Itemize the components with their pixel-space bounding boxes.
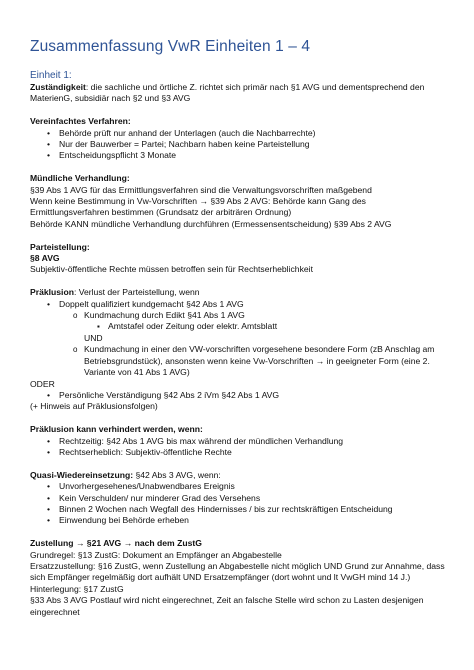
zustaendigkeit-text-cont: MaterienG, subsidiär nach §2 und §3 AVG	[30, 93, 191, 104]
list-item-cont: Betriebsgrundstück), ansonsten wenn keine Vw-Vorschriften → in geeigneter Form (eine 2.	[84, 355, 430, 366]
zustellung-line: Ersatzzustellung: §16 ZustG, wenn Zustellung an Abgabestelle nicht möglich UND Grund zur Annahme, dass	[30, 560, 445, 571]
muendlich-line: Wenn keine Bestimmung in Vw-Vorschriften → §39 Abs 2 AVG: Behörde kann Gang des	[30, 196, 366, 207]
partei-heading: Parteistellung:	[30, 241, 90, 252]
list-item: • Rechtzeitig: §42 Abs 1 AVG bis max während der mündlichen Verhandlung	[30, 436, 460, 447]
list-item: • Binnen 2 Wochen nach Wegfall des Hindernisses / bis zur rechtskräftigen Entscheidung	[30, 504, 460, 515]
page-title: Zusammenfassung VwR Einheiten 1 – 4	[30, 38, 311, 55]
verhindert-list	[30, 436, 460, 459]
list-item: • Persönliche Verständigung §42 Abs 2 iVm §42 Abs 1 AVG	[30, 390, 460, 401]
quasi-heading: Quasi-Wiedereinsetzung:	[30, 469, 134, 480]
und-text: UND	[84, 332, 103, 343]
praeklusion-list	[30, 299, 460, 379]
muendlich-heading: Mündliche Verhandlung:	[30, 173, 130, 184]
document-body	[30, 70, 460, 618]
verhindert-heading: Präklusion kann verhindert werden, wenn:	[30, 424, 203, 435]
list-item: • Doppelt qualifiziert kundgemacht §42 Abs 1 AVG	[30, 299, 460, 310]
partei-text: Subjektiv-öffentliche Rechte müssen betroffen sein für Rechtserheblichkeit	[30, 264, 313, 275]
list-item: • Unvorhergesehenes/Unabwendbares Ereignis	[30, 481, 460, 492]
list-item: • Kein Verschulden/ nur minderer Grad des Versehens	[30, 493, 460, 504]
zustellung-line: Hinterlegung: §17 ZustG	[30, 583, 124, 594]
list-item: • Einwendung bei Behörde erheben	[30, 515, 460, 526]
hinweis-text: (+ Hinweis auf Präklusionsfolgen)	[30, 401, 158, 412]
list-item: • Nur der Bauwerber = Partei; Nachbarn haben keine Parteistellung	[30, 139, 460, 150]
list-item: o Kundmachung in einer den VW-vorschriften vorgesehene besondere Form (zB Anschlag am	[30, 344, 460, 355]
muendlich-line: §39 Abs 1 AVG für das Ermittlungsverfahren sind die Verwaltungsvorschriften maßgebend	[30, 184, 372, 195]
vereinfacht-list	[30, 128, 460, 162]
zustellung-line: eingerechnet	[30, 606, 80, 617]
quasi-paragraph	[30, 470, 460, 481]
zustaendigkeit-paragraph	[30, 82, 460, 93]
list-item-cont: Variante von 41 Abs 1 AVG)	[84, 367, 190, 378]
praeklusion-text: : Verlust der Parteistellung, wenn	[73, 287, 200, 298]
zustellung-line: §33 Abs 3 AVG Postlauf wird nicht eingerechnet, Zeit an falsche Stelle wird schon zu Lasten desjenigen	[30, 595, 424, 606]
quasi-text: §42 Abs 3 AVG, wenn:	[133, 469, 221, 480]
zustellung-line: Grundregel: §13 ZustG: Dokument an Empfänger an Abgabestelle	[30, 549, 282, 560]
praeklusion-paragraph	[30, 287, 460, 298]
quasi-list	[30, 481, 460, 527]
zustellung-heading: Zustellung → §21 AVG → nach dem ZustG	[30, 538, 202, 549]
list-item: ▪ Amtstafel oder Zeitung oder elektr. Amtsblatt	[30, 321, 460, 332]
muendlich-line: Ermittlungsverfahren bestimmen (Grundsatz der arbiträren Ordnung)	[30, 207, 292, 218]
praeklusion-label: Präklusion	[30, 287, 74, 298]
vereinfacht-heading: Vereinfachtes Verfahren:	[30, 116, 131, 127]
praeklusion-list-2	[30, 390, 460, 401]
list-item: • Entscheidungspflicht 3 Monate	[30, 150, 460, 161]
partei-sub: §8 AVG	[30, 253, 60, 264]
zustaendigkeit-label: Zuständigkeit	[30, 82, 86, 92]
section-heading-einheit1: Einheit 1:	[30, 70, 72, 81]
list-item: • Behörde prüft nur anhand der Unterlagen (auch die Nachbarrechte)	[30, 128, 460, 139]
zustaendigkeit-text: : die sachliche und örtliche Z. richtet sich primär nach §1 AVG und dementsprechend den	[85, 82, 425, 92]
list-item: o Kundmachung durch Edikt §41 Abs 1 AVG	[30, 310, 460, 321]
muendlich-line: Behörde KANN mündliche Verhandlung durchführen (Ermessensentscheidung) §39 Abs 2 AVG	[30, 218, 392, 229]
zustellung-line: sich Empfänger regelmäßig dort aufhält UND Ersatzempfänger (dort wohnt und lt VwGH mind 14 J.)	[30, 572, 411, 583]
list-item: • Rechtserheblich: Subjektiv-öffentliche Rechte	[30, 447, 460, 458]
oder-text: ODER	[30, 378, 55, 389]
